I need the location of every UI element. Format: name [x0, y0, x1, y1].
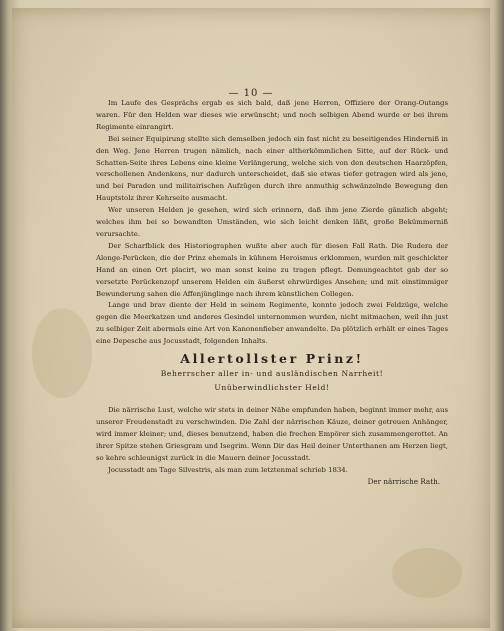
paragraph: Der Scharfblick des Historiographen wußte aber auch für diesen Fall Rath. Die Rudera der Alonge-Perücken, die der Prinz ehemals in kühnem Heroismus erklommen, wurden mit geschickter Hand an einen Ort placirt, wo man sonst keine zu tragen pflegt. Demungeachtet gab der so versetzte Perückenzopf unserem Helden ein äußerst ehrwürdiges Ansehen; und mit einstimmiger Bewunderung sahen die Affenjünglinge nach ihrem künstlichen Collegen.	[96, 241, 448, 298]
page-number: — 10 —	[228, 88, 274, 99]
date-line: Jocusstadt am Tage Silvestris, als man zum letztenmal schrieb 1834.	[108, 465, 348, 474]
letter-subheading: Beherrscher aller in- und ausländischen Narrheit!	[160, 369, 384, 379]
signature: Der närrische Rath.	[367, 477, 440, 487]
paragraph: Bei seiner Equipirung stellte sich demselben jedoch ein fast nicht zu beseitigendes Hinderniß in den Weg. Jene Herren trugen nämlich, nach einer altherkömmlichen Sitte, auf der Rück- und Schatten-Seite ihres Lebens eine kleine Verlängerung, welche sich von den deutschen Haarzöpfen, verschollenen Andenkens, nur dadurch unterscheidet, daß sie etwas tiefer getragen wird als jene, und bei Paraden und militairischen Aufzügen durch ihre anmuthig schwänzelnde Bewegung den Hauptstolz ihrer Kehrseite ausmacht.	[96, 134, 448, 203]
paragraph: Lange und brav diente der Held in seinem Regimente, konnte jedoch zwei Feldzüge, welche gegen die Meerkatzen und anderes Gesindel unternommen wurden, nicht mitmachen, weil ihn just zu selbiger Zeit abermals eine Art von Kanonenfieber anwandelte. Da plötzlich erhält er eines Tages eine Depesche aus Jocusstadt, folgenden Inhalts.	[96, 301, 448, 346]
text-body	[96, 98, 448, 488]
paper-stain	[32, 308, 92, 398]
letter-subheading: Unüberwindlichster Held!	[214, 383, 330, 393]
paper-stain	[392, 548, 462, 598]
letter-body: Die närrische Lust, welche wir stets in deiner Nähe empfunden haben, beginnt immer mehr, aus unserer Freudenstadt zu verschwinden. Die Zahl der närrischen Käuze, deiner getreuen Anhänger, wird immer kleiner; und, dieses benutzend, haben die frechen Empörer sich zusammengerottet. An ihrer Spitze stehen Griesgram und Isegrim. Wenn Dir das Heil deiner Unterthanen am Herzen liegt, so kehre schleunigst zurück in die Mauern deiner Jocusstadt.	[96, 406, 448, 462]
letter-heading: Allertollster Prinz!	[180, 351, 364, 367]
paragraph: Im Laufe des Gesprächs ergab es sich bald, daß jene Herren, Offiziere der Orang-Outangs waren. Für den Helden war dieses wie erwünscht; und noch selbigen Abend wurde er bei ihrem Regimente einrangirt.	[96, 99, 448, 131]
spacer	[96, 395, 448, 405]
paragraph: Wer unseren Helden je gesehen, wird sich erinnern, daß ihm jene Zierde gänzlich abgeht; welches ihm bei so bewandten Umständen, wie sich leicht denken läßt, große Bekümmerniß verursachte.	[96, 206, 448, 238]
